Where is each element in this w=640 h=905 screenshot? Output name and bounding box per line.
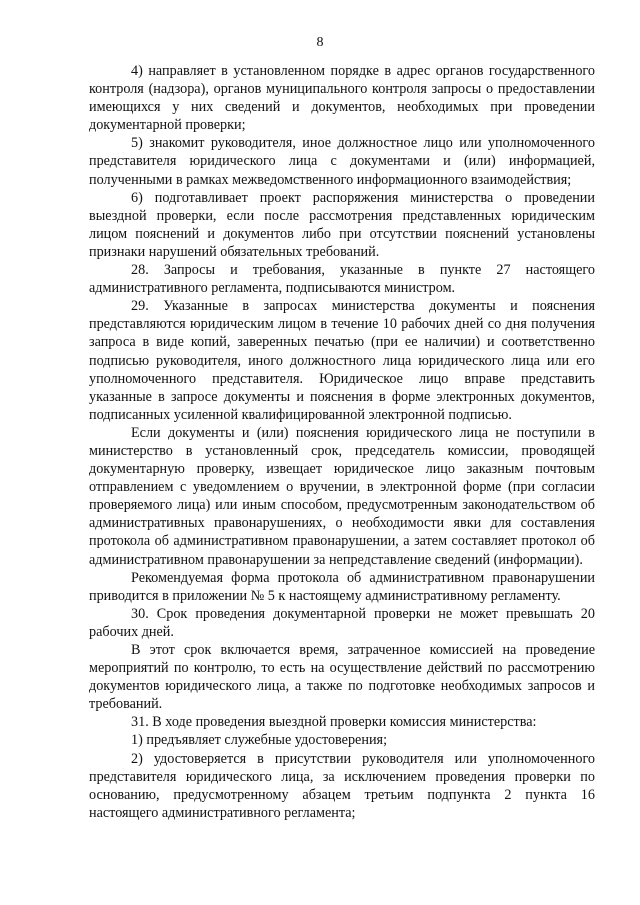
paragraph-clause-31-item-2: 2) удостоверяется в присутствии руководителя или уполномоченного представителя юридического лица, за исключением проведения проверки по основанию, предусмотренному абзацем третьим подпункта 2 пункта 16 настоящего административного регламента; — [89, 750, 595, 821]
paragraph-clause-31-item-1: 1) предъявляет служебные удостоверения; — [131, 732, 388, 749]
paragraph-clause-28: 28. Запросы и требования, указанные в пункте 27 настоящего административного регламента, подписываются министром. — [89, 262, 595, 297]
page-number: 8 — [316, 35, 324, 50]
paragraph-clause-31: 31. В ходе проведения выездной проверки комиссия министерства: — [131, 714, 537, 731]
paragraph-item-4-inquiries: 4) направляет в установленном порядке в адрес органов государственного контроля (надзора), органов муниципального контроля запросы о предоставлении имеющихся у них сведений и документов, необходимых при проведении документарной проверки; — [89, 63, 595, 134]
paragraph-clause-30: 30. Срок проведения документарной проверки не может превышать 20 рабочих дней. — [89, 605, 595, 640]
paragraph-item-5-acquaint: 5) знакомит руководителя, иное должностное лицо или уполномоченного представителя юридического лица с документами и (или) информацией, полученными в рамках межведомственного информационного взаимодействия; — [89, 135, 595, 188]
document-body — [89, 62, 595, 822]
paragraph-item-6-draft-order: 6) подготавливает проект распоряжения министерства о проведении выездной проверки, если после рассмотрения представленных юридическим лицом пояснений и документов либо при отсутствии пояснений установлены признаки нарушений обязательных требований. — [89, 189, 595, 260]
paragraph-protocol-form: Рекомендуемая форма протокола об административном правонарушении приводится в приложении № 5 к настоящему административному регламенту. — [89, 569, 595, 604]
paragraph-clause-29: 29. Указанные в запросах министерства документы и пояснения представляются юридическим лицом в течение 10 рабочих дней со дня получения запроса в виде копий, заверенных печатью (при ее наличии) и соответственно подписью руководителя, иного должностного лица юридического лица или его уполномоченного представителя. Юридическое лицо вправе представить указанные в запросе документы и пояснения в форме электронных документов, подписанных усиленной квалифицированной электронной подписью. — [89, 298, 595, 423]
paragraph-clause-29-non-submission: Если документы и (или) пояснения юридического лица не поступили в министерство в установленный срок, председатель комиссии, проводящей документарную проверку, извещает юридическое лицо заказным почтовым отправлением с уведомлением о вручении, в электронной форме (при согласии проверяемого лица) или иным способом, предусмотренным законодательством об административных правонарушениях, о необходимости явки для составления протокола об административном правонарушении, а затем составляет протокол об административном правонарушении за непредставление сведений (информации). — [89, 424, 595, 568]
paragraph-clause-30-period: В этот срок включается время, затраченное комиссией на проведение мероприятий по контролю, то есть на осуществление действий по рассмотрению документов юридического лица, а также по подготовке необходимых запросов и требований. — [89, 642, 595, 713]
